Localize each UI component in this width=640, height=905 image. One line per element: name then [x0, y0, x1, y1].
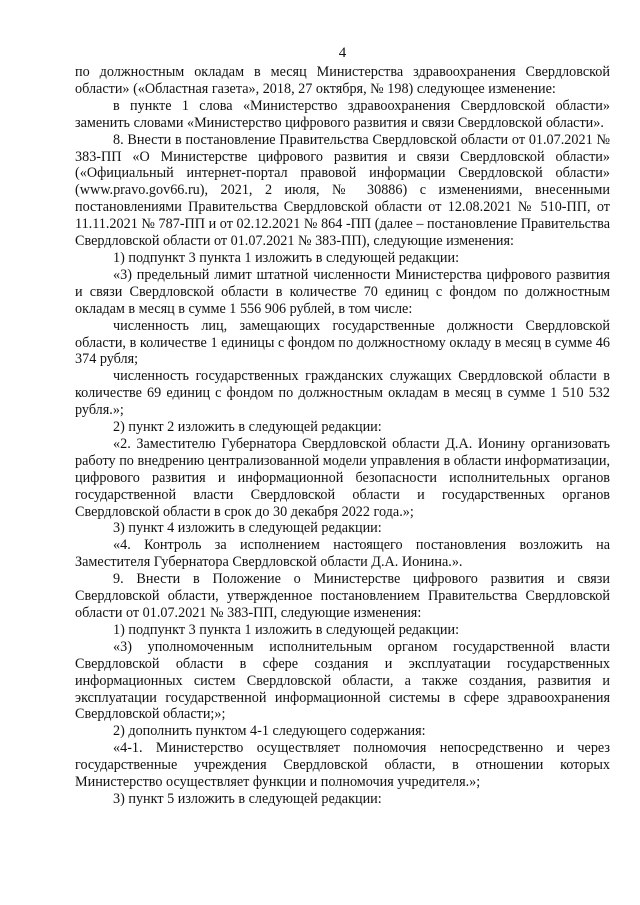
paragraph-6: численность лиц, замещающих государственные должности Свердловской области, в количестве 1 единицы с фондом по должностному окладу в месяц в сумме 46 374 рубля; — [75, 317, 610, 368]
paragraph-9: «2. Заместителю Губернатора Свердловской области Д.А. Ионину организовать работу по внедрению централизованной модели управления в области информатизации, цифрового развития и информационной безопасности исполнительных органов государственной власти Свердловской области и государственных органов Свердловской области в срок до 30 декабря 2022 года.»; — [75, 435, 610, 520]
paragraph-15: 2) дополнить пунктом 4-1 следующего содержания: — [113, 723, 426, 740]
paragraph-12: 9. Внести в Положение о Министерстве цифрового развития и связи Свердловской области, утвержденное постановлением Правительства Свердловской области от 01.07.2021 № 383-ПП, следующие изменения: — [75, 571, 610, 621]
paragraph-1: по должностным окладам в месяц Министерства здравоохранения Свердловской области» («Областная газета», 2018, 27 октября, № 198) следующее изменение: — [75, 64, 610, 97]
paragraph-13: 1) подпункт 3 пункта 1 изложить в следующей редакции: — [113, 621, 460, 638]
page-number: 4 — [338, 45, 347, 61]
paragraph-7: численность государственных гражданских служащих Свердловской области в количестве 69 единиц с фондом по должностным окладам в месяц в сумме 1 510 532 рубля.»; — [75, 368, 610, 419]
paragraph-14: «3) уполномоченным исполнительным органом государственной власти Свердловской области в сфере создания и эксплуатации государственных информационных систем Свердловской области, а также создания, развития и эксплуатации государственной информационной системы в сфере здравоохранения Свердловской области;»; — [75, 638, 610, 723]
paragraph-11: «4. Контроль за исполнением настоящего постановления возложить на Заместителя Губернатора Свердловской области Д.А. Ионина.». — [75, 537, 610, 571]
paragraph-17: 3) пункт 5 изложить в следующей редакции: — [113, 790, 382, 807]
paragraph-3: 8. Внести в постановление Правительства Свердловской области от 01.07.2021 № 383-ПП «О Министерстве цифрового развития и связи Свердловской области» («Официальный интернет-портал правовой информации Свердловской области» (www.pravo.gov66.ru), 2021, 2 июля, № 30886) с изменениями, внесенными постановлениями Правительства Свердловской области от 12.08.2021 № 510-ПП, от 11.11.2021 № 787-ПП и от 02.12.2021 № 864 -ПП (далее – постановление Правительства Свердловской области от 01.07.2021 № 383-ПП), следующие изменения: — [75, 131, 610, 250]
paragraph-8: 2) пункт 2 изложить в следующей редакции: — [113, 419, 382, 436]
paragraph-4: 1) подпункт 3 пункта 1 изложить в следующей редакции: — [113, 249, 460, 266]
paragraph-5: «3) предельный лимит штатной численности Министерства цифрового развития и связи Свердловской области в количестве 70 единиц с фондом по должностным окладам в месяц в сумме 1 556 906 рублей, в том числе: — [75, 266, 610, 317]
paragraph-10: 3) пункт 4 изложить в следующей редакции: — [113, 520, 382, 537]
paragraph-16: «4-1. Министерство осуществляет полномочия непосредственно и через государственные учреждения Свердловской области, в отношении которых Министерство осуществляет функции и полномочия учредителя.»; — [75, 740, 610, 791]
document-body — [75, 64, 610, 808]
document-page — [75, 0, 610, 905]
paragraph-2: в пункте 1 слова «Министерство здравоохранения Свердловской области» заменить словами «Министерство цифрового развития и связи Свердловской области». — [75, 97, 610, 131]
